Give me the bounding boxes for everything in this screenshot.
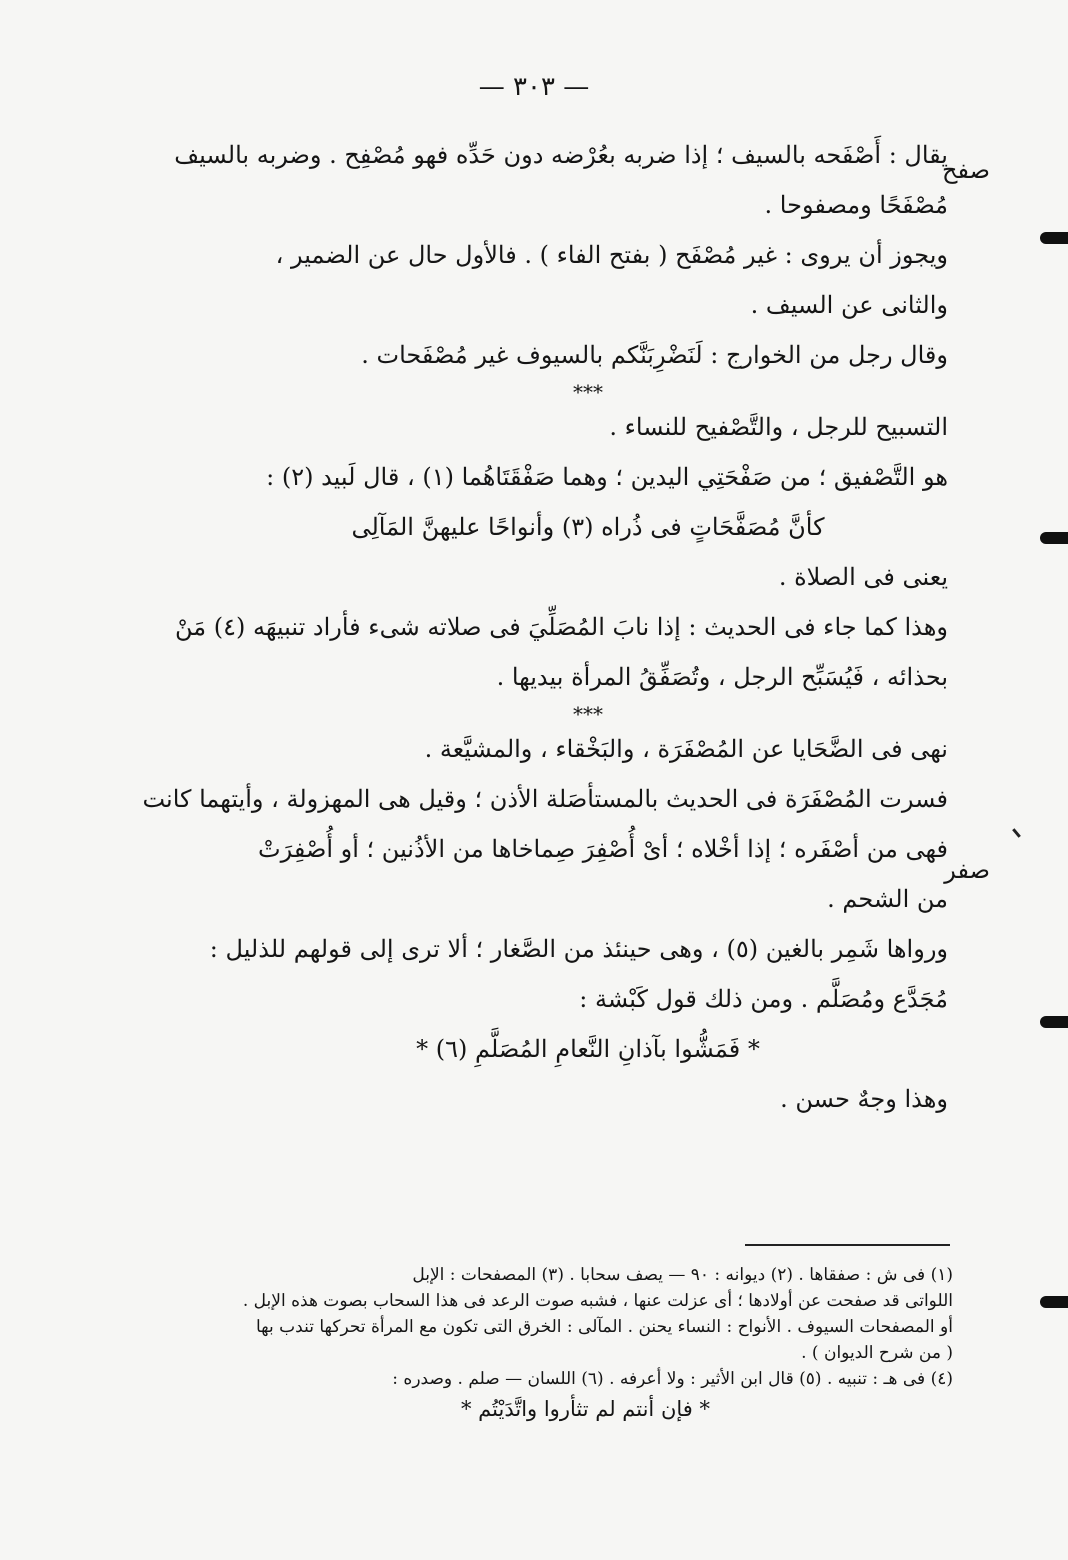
text-line: التسبيح للرجل ، والتَّصْفيح للنساء . [609,413,948,441]
text-line: ورواها شَمِر بالغين (٥) ، وهى حينئذ من الصَّغار ؛ ألا ترى إلى قولهم للذليل : [209,935,948,963]
text-line: والثانى عن السيف . [750,291,948,319]
footnote-line: (٤) فى هـ : تنبيه . (٥) قال ابن الأثير : ولا أعرفه . (٦) اللسان — صلم . وصدره : [392,1369,953,1389]
footnote-line: ( من شرح الديوان ) . [801,1343,953,1363]
page-number: — ٣٠٣ — [478,72,590,102]
text-line: فهى من أصْفَره ؛ إذا أخْلاه ؛ أىْ أُصْفِرَ صِماخاها من الأذُنين ؛ أو أُصْفِرَتْ [258,835,948,863]
text-line: من الشحم . [827,885,948,913]
text-line: ويجوز أن يروى : غير مُصْفَح ( بفتح الفاء ) . فالأول حال عن الضمير ، [275,241,948,269]
text-line: بحذائه ، فَيُسَبِّح الرجل ، وتُصَفِّقُ المرأة بيديها . [496,663,948,691]
main-text [142,140,948,1134]
margin-keyword-safh: صفح [941,156,990,184]
footnote-line: أو المصفحات السيوف . الأنواح : النساء يحنن . المآلى : الخرق التى تكون مع المرأة تحركها تندب بها [256,1317,953,1337]
verse-line: * فَمَشُّوا بآذانِ النَّعامِ المُصَلَّمِ (٦) * [416,1035,760,1063]
edge-mark [1040,532,1068,544]
verse-line: كأنَّ مُصَفَّحَاتٍ فى ذُراه (٣) وأنواحًا عليهنَّ المَآلِى [351,513,825,541]
footnotes [218,1262,953,1426]
text-line: مُصْفَحًا ومصفوحا . [764,191,948,219]
stray-mark [1012,828,1021,838]
text-line: وهذا كما جاء فى الحديث : إذا نابَ المُصَلِّيَ فى صلاته شىء فأراد تنبيهَه (٤) مَنْ [174,613,948,641]
text-line: يعنى فى الصلاة . [778,563,948,591]
section-separator: *** [573,380,603,404]
text-line: نهى فى الضَّحَايا عن المُصْفَرَة ، والبَخْقاء ، والمشيَّعة . [424,735,948,763]
text-line: وقال رجل من الخوارج : لَنَضْرِبَنَّكم بالسيوف غير مُصْفَحات . [361,341,948,369]
section-separator: *** [573,702,603,726]
text-line: فسرت المُصْفَرَة فى الحديث بالمستأصَلة الأذن ؛ وقيل هى المهزولة ، وأيتهما كانت [142,785,948,813]
edge-mark [1040,232,1068,244]
text-line: يقال : أَصْفَحه بالسيف ؛ إذا ضربه بعُرْضه دون حَدِّه فهو مُصْفِح . وضربه بالسيف [174,141,948,169]
footnote-line: (١) فى ش : صفقاها . (٢) ديوانه : ٩٠ — يصف سحابا . (٣) المصفحات : الإبل [412,1265,953,1285]
edge-mark [1040,1016,1068,1028]
footnote-verse: * فإن أنتم لم تثأروا واتَّدَيْتُم * [461,1397,710,1421]
margin-keyword-safar: صفر [944,856,990,884]
footnote-line: اللواتى قد صفحت عن أولادها ؛ أى عزلت عنها ، فشبه صوت الرعد فى هذا السحاب بصوت هذه الإبل . [242,1291,953,1311]
edge-mark [1040,1296,1068,1308]
footnote-rule [745,1244,950,1246]
text-line: مُجَدَّع ومُصَلَّم . ومن ذلك قول كَبْشة : [579,985,948,1013]
text-line: هو التَّصْفيق ؛ من صَفْحَتِي اليدين ؛ وهما صَفْقَتَاهُما (١) ، قال لَبيد (٢) : [266,463,948,491]
text-line: وهذا وجهٌ حسن . [780,1085,948,1113]
